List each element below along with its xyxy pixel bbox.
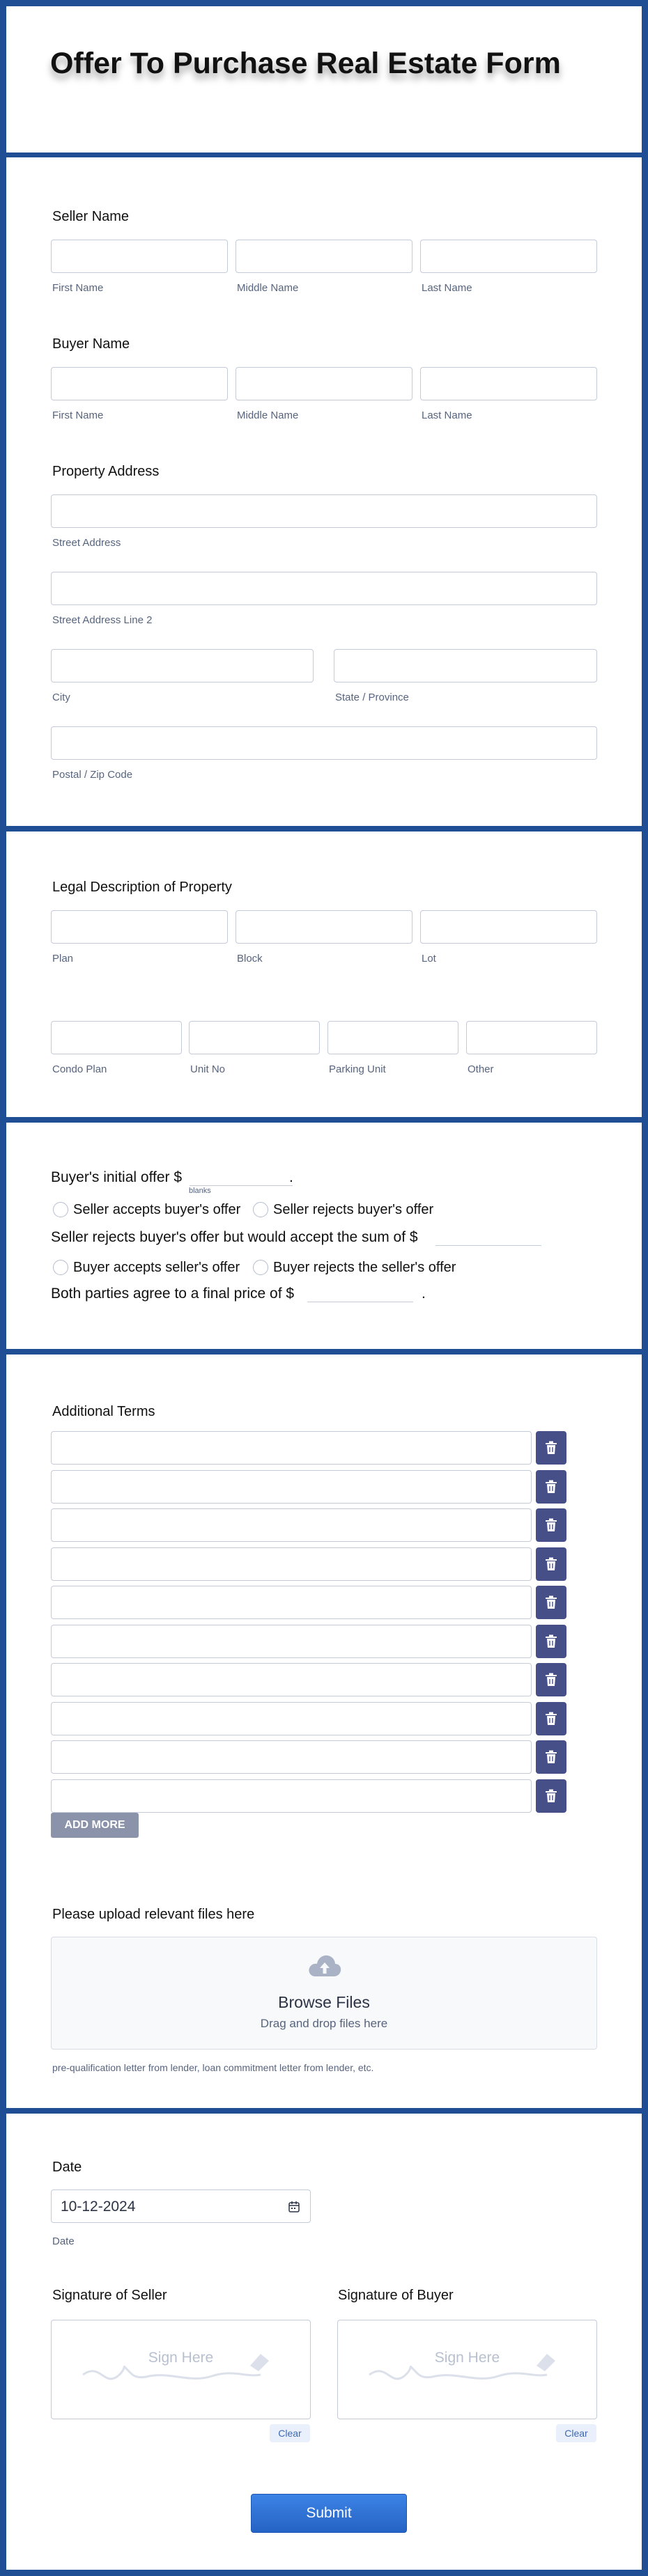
additional-term-input[interactable] xyxy=(51,1547,532,1581)
delete-term-button[interactable] xyxy=(536,1431,566,1465)
buyer-last-name-input[interactable] xyxy=(420,367,597,400)
add-more-button[interactable]: ADD MORE xyxy=(51,1813,139,1838)
city-sublabel: City xyxy=(52,692,70,703)
property-address-label: Property Address xyxy=(52,464,160,479)
buyer-first-name-input[interactable] xyxy=(51,367,228,400)
calendar-icon[interactable] xyxy=(288,2201,300,2213)
buyer-sign-here-text: Sign Here xyxy=(434,2350,500,2366)
postal-code-sublabel: Postal / Zip Code xyxy=(52,769,133,781)
plan-input[interactable] xyxy=(51,910,228,944)
header-section xyxy=(6,6,642,153)
delete-term-button[interactable] xyxy=(536,1663,566,1696)
additional-term-input[interactable] xyxy=(51,1470,532,1504)
drag-drop-text: Drag and drop files here xyxy=(260,2017,388,2030)
lot-input[interactable] xyxy=(420,910,597,944)
block-input[interactable] xyxy=(236,910,412,944)
seller-middle-name-input[interactable] xyxy=(236,240,412,273)
legal-description-section xyxy=(6,832,642,1117)
date-label: Date xyxy=(52,2160,82,2175)
signature-scribble-icon xyxy=(338,2320,598,2420)
delete-term-button[interactable] xyxy=(536,1702,566,1735)
upload-sublabel: pre-qualification letter from lender, loan commitment letter from lender, etc. xyxy=(52,2062,374,2073)
seller-rejects-label[interactable]: Seller rejects buyer's offer xyxy=(273,1202,434,1217)
additional-term-input[interactable] xyxy=(51,1586,532,1619)
street-address-sublabel: Street Address xyxy=(52,537,121,549)
names-address-section xyxy=(6,157,642,826)
seller-signature-pad[interactable] xyxy=(51,2320,311,2419)
seller-sign-here-text: Sign Here xyxy=(148,2350,214,2366)
seller-last-sublabel: Last Name xyxy=(422,282,472,294)
condo-plan-input[interactable] xyxy=(51,1021,182,1054)
seller-last-name-input[interactable] xyxy=(420,240,597,273)
state-input[interactable] xyxy=(334,649,597,682)
trash-icon xyxy=(545,1518,557,1532)
buyer-rejects-radio[interactable] xyxy=(253,1260,268,1275)
seller-name-label: Seller Name xyxy=(52,209,130,224)
additional-term-input[interactable] xyxy=(51,1508,532,1542)
parking-unit-sublabel: Parking Unit xyxy=(329,1063,386,1075)
delete-term-button[interactable] xyxy=(536,1625,566,1658)
counter-offer-text: Seller rejects buyer's offer but would accept the sum of $ xyxy=(51,1229,418,1245)
lot-sublabel: Lot xyxy=(422,953,436,965)
buyer-first-sublabel: First Name xyxy=(52,409,104,421)
unit-no-sublabel: Unit No xyxy=(190,1063,226,1075)
initial-offer-period: . xyxy=(289,1169,293,1185)
buyer-clear-button[interactable]: Clear xyxy=(556,2424,596,2442)
additional-term-input[interactable] xyxy=(51,1625,532,1658)
delete-term-button[interactable] xyxy=(536,1547,566,1581)
trash-icon xyxy=(545,1673,557,1687)
seller-first-sublabel: First Name xyxy=(52,282,104,294)
trash-icon xyxy=(545,1480,557,1494)
buyer-rejects-label[interactable]: Buyer rejects the seller's offer xyxy=(273,1260,456,1275)
trash-icon xyxy=(545,1557,557,1571)
condo-plan-sublabel: Condo Plan xyxy=(52,1063,107,1075)
initial-offer-blank[interactable] xyxy=(190,1185,293,1186)
final-price-period: . xyxy=(422,1286,426,1302)
buyer-accepts-radio[interactable] xyxy=(53,1260,68,1275)
offer-section xyxy=(6,1123,642,1349)
cloud-upload-icon xyxy=(307,1953,342,1978)
additional-term-input[interactable] xyxy=(51,1431,532,1465)
additional-terms-label: Additional Terms xyxy=(52,1404,155,1419)
terms-upload-section xyxy=(6,1355,642,2108)
state-sublabel: State / Province xyxy=(335,692,409,703)
parking-unit-input[interactable] xyxy=(327,1021,458,1054)
date-value: 10-12-2024 xyxy=(61,2199,136,2215)
city-input[interactable] xyxy=(51,649,314,682)
buyer-middle-sublabel: Middle Name xyxy=(237,409,299,421)
final-price-text: Both parties agree to a final price of $ xyxy=(51,1286,295,1302)
other-input[interactable] xyxy=(466,1021,597,1054)
delete-term-button[interactable] xyxy=(536,1779,566,1813)
blanks-note: blanks xyxy=(189,1187,211,1195)
seller-clear-button[interactable]: Clear xyxy=(270,2424,310,2442)
trash-icon xyxy=(545,1441,557,1455)
buyer-signature-pad[interactable] xyxy=(337,2320,597,2419)
buyer-accepts-label[interactable]: Buyer accepts seller's offer xyxy=(73,1260,240,1275)
other-sublabel: Other xyxy=(468,1063,494,1075)
additional-term-input[interactable] xyxy=(51,1663,532,1696)
trash-icon xyxy=(545,1712,557,1726)
additional-term-input[interactable] xyxy=(51,1779,532,1813)
initial-offer-text: Buyer's initial offer $ xyxy=(51,1169,183,1185)
seller-middle-sublabel: Middle Name xyxy=(237,282,299,294)
buyer-name-label: Buyer Name xyxy=(52,336,130,352)
date-sublabel: Date xyxy=(52,2235,75,2247)
form-page xyxy=(6,6,642,2570)
buyer-signature-label: Signature of Buyer xyxy=(338,2288,454,2303)
signature-scribble-icon xyxy=(52,2320,311,2420)
delete-term-button[interactable] xyxy=(536,1470,566,1504)
unit-no-input[interactable] xyxy=(189,1021,320,1054)
postal-code-input[interactable] xyxy=(51,726,597,760)
legal-description-label: Legal Description of Property xyxy=(52,880,232,895)
plan-sublabel: Plan xyxy=(52,953,74,965)
counter-offer-blank[interactable] xyxy=(435,1245,541,1246)
seller-accepts-radio[interactable] xyxy=(53,1202,68,1217)
trash-icon xyxy=(545,1789,557,1803)
seller-accepts-label[interactable]: Seller accepts buyer's offer xyxy=(73,1202,241,1217)
browse-files-text[interactable]: Browse Files xyxy=(278,1993,370,2011)
delete-term-button[interactable] xyxy=(536,1740,566,1774)
additional-term-input[interactable] xyxy=(51,1702,532,1735)
form-title: Offer To Purchase Real Estate Form xyxy=(50,47,561,80)
trash-icon xyxy=(545,1634,557,1648)
block-sublabel: Block xyxy=(237,953,263,965)
date-input[interactable] xyxy=(51,2189,311,2223)
file-upload-dropzone[interactable] xyxy=(51,1937,597,2050)
street-address-input[interactable] xyxy=(51,494,597,528)
additional-term-input[interactable] xyxy=(51,1740,532,1774)
trash-icon xyxy=(545,1750,557,1764)
delete-term-button[interactable] xyxy=(536,1508,566,1542)
buyer-last-sublabel: Last Name xyxy=(422,409,472,421)
seller-rejects-radio[interactable] xyxy=(253,1202,268,1217)
street-address-line2-sublabel: Street Address Line 2 xyxy=(52,614,153,626)
seller-first-name-input[interactable] xyxy=(51,240,228,273)
submit-button[interactable]: Submit xyxy=(251,2494,407,2533)
buyer-middle-name-input[interactable] xyxy=(236,367,412,400)
upload-label: Please upload relevant files here xyxy=(52,1907,255,1922)
delete-term-button[interactable] xyxy=(536,1586,566,1619)
street-address-line2-input[interactable] xyxy=(51,572,597,605)
seller-signature-label: Signature of Seller xyxy=(52,2288,167,2303)
trash-icon xyxy=(545,1595,557,1609)
